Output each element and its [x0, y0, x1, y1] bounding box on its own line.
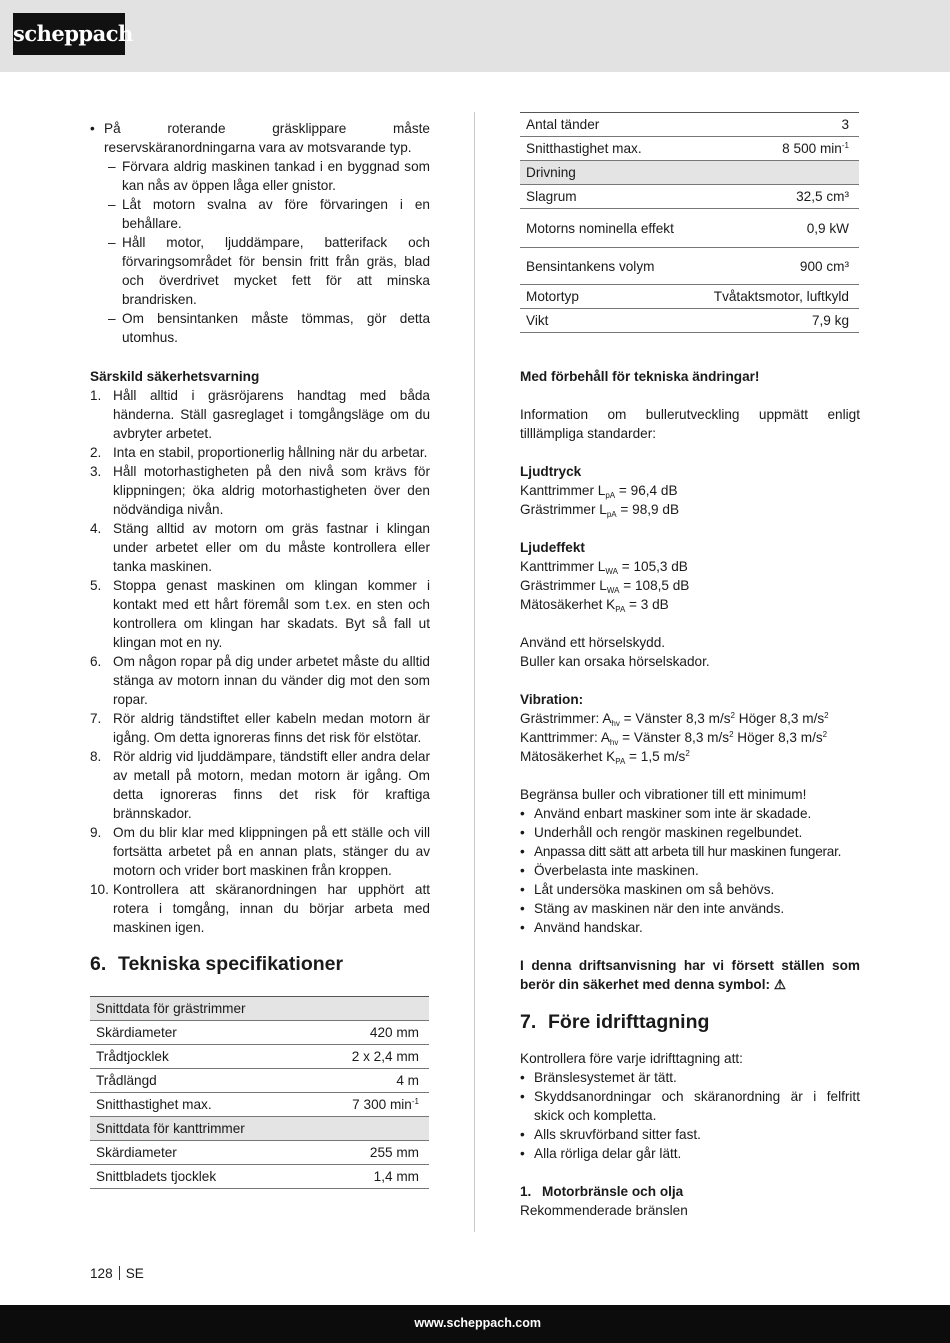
sound-pressure-title: Ljudtryck	[520, 464, 582, 479]
table-row: Trådtjocklek 2 x 2,4 mm	[90, 1045, 429, 1069]
list-item: 6. Om någon ropar på dig under arbetet måste du alltid stänga av motorn innan du vänder dig mot den som ropar.	[90, 654, 430, 707]
sound-pressure-line: Grästrimmer $L_{pA} = 98,9$ dB	[520, 502, 680, 519]
list-item: • Överbelasta inte maskinen.	[520, 861, 860, 880]
section-7-heading: 7. Före idrifttagning	[520, 1011, 710, 1033]
table-row: Antal tänder 3	[520, 113, 859, 137]
list-item: • Bränslesystemet är tätt.	[520, 1068, 860, 1087]
list-item: • Använd enbart maskiner som inte är skadade.	[520, 804, 860, 823]
intro-bullet: • På roterande gräsklippare måste reservskäranordningarna vara av motsvarande typ.	[90, 119, 430, 157]
list-item: 1. Håll alltid i gräsröjarens handtag med båda händerna. Ställ gasreglaget i tomgångsläge om du avbryter arbetet.	[90, 388, 430, 441]
list-item: • Använd handskar.	[520, 918, 860, 937]
safety-list	[90, 386, 430, 937]
reservation-note: Med förbehåll för tekniska ändringar!	[520, 369, 760, 384]
sound-power-line: Mätosäkerhet $K_{PA} = 3$ dB	[520, 597, 669, 614]
table-row: Slagrum 32,5 cm³	[520, 185, 859, 209]
sound-power-line: Kanttrimmer $L_{WA} = 105,3$ dB	[520, 559, 688, 576]
table-row: Vikt 7,9 kg	[520, 309, 859, 333]
section-6-heading: 6. Tekniska specifikationer	[90, 953, 344, 975]
storage-dash-item: – Förvara aldrig maskinen tankad i en byggnad som kan nås av öppen låga eller gnistor.	[90, 157, 430, 195]
hearing-note: Buller kan orsaka hörselskador.	[520, 654, 710, 669]
check-intro: Kontrollera före varje idrifttagning att:	[520, 1051, 743, 1066]
table-row: Snitthastighet max. 7 300 $\min^{-1}$	[90, 1093, 429, 1117]
storage-dash-item: – Håll motor, ljuddämpare, batterifack och förvaringsområdet för bensin fritt från gräs, blad och överdrivet mycket fett för att minska brandrisken.	[90, 233, 430, 309]
hearing-note: Använd ett hörselskydd.	[520, 635, 666, 650]
table-row: Snittbladets tjocklek 1,4 mm	[90, 1165, 429, 1189]
right-column	[520, 112, 860, 1220]
list-item: • Anpassa ditt sätt att arbeta till hur maskinen fungerar.	[520, 842, 860, 861]
storage-dash-item: – Låt motorn svalna av före förvaringen i en behållare.	[90, 195, 430, 233]
list-item: 7. Rör aldrig tändstiftet eller kabeln medan motorn är igång. Om detta ignoreras finns det risk för elstötar.	[90, 711, 430, 745]
scheppach-logo: scheppach	[13, 13, 125, 55]
page-number: 128 SE	[90, 1266, 144, 1281]
website-link[interactable]: www.scheppach.com	[414, 1316, 541, 1330]
list-item: 2. Inta en stabil, proportionerlig hållning när du arbetar.	[90, 445, 428, 460]
left-column	[90, 119, 430, 1189]
safety-symbol-note: I denna driftsanvisning har vi försett ställen som berör din säkerhet med denna symbol: ⚠	[520, 958, 860, 992]
vibration-title: Vibration:	[520, 692, 584, 707]
table-row: Skärdiameter 420 mm	[90, 1021, 429, 1045]
spec-table-right	[520, 112, 859, 333]
list-item: • Alla rörliga delar går lätt.	[520, 1144, 860, 1163]
list-item: 8. Rör aldrig vid ljuddämpare, tändstift eller andra delar av metall på motorn, medan motorn är igång. Om detta ignoreras finns det risk för kraftiga brännskador.	[90, 749, 430, 821]
list-item: • Alls skruvförband sitter fast.	[520, 1125, 860, 1144]
warning-title: Särskild säkerhetsvarning	[90, 369, 260, 384]
vibration-line: Grästrimmer: $A_{hv}$ = Vänster 8,3 $m/s^2$ Höger 8,3 $m/s^2$	[520, 711, 829, 728]
table-row: Snittdata för grästrimmer	[90, 997, 429, 1021]
limit-intro: Begränsa buller och vibrationer till ett minimum!	[520, 787, 807, 802]
table-row: Snittdata för kanttrimmer	[90, 1117, 429, 1141]
storage-dash-item: – Om bensintanken måste tömmas, gör detta utomhus.	[90, 309, 430, 347]
sound-pressure-line: Kanttrimmer $L_{pA} = 96,4$ dB	[520, 483, 678, 500]
list-item: • Stäng av maskinen när den inte används.	[520, 899, 860, 918]
table-row: Trådlängd 4 m	[90, 1069, 429, 1093]
page-footer	[0, 1305, 950, 1343]
list-item: 4. Stäng alltid av motorn om gräs fastnar i klingan under arbetet eller om du måste kontrollera eller tanka maskinen.	[90, 521, 430, 574]
list-item: 5. Stoppa genast maskinen om klingan kommer i kontakt med ett hårt föremål som t.ex. en sten och kontrollera om klingan har skadats. Byt så fall ut klingan mot en ny.	[90, 578, 430, 650]
table-row: Drivning	[520, 161, 859, 185]
spec-table-left	[90, 996, 429, 1189]
vibration-line: Kanttrimmer: $A_{hv}$ = Vänster 8,3 $m/s^2$ Höger 8,3 $m/s^2$	[520, 730, 828, 747]
column-divider	[474, 112, 475, 1232]
subsection-text: Rekommenderade bränslen	[520, 1203, 688, 1218]
list-item: • Låt undersöka maskinen om så behövs.	[520, 880, 860, 899]
table-row: Snitthastighet max. 8 500 $\min^{-1}$	[520, 137, 859, 161]
sound-power-line: Grästrimmer $L_{WA} = 108,5$ dB	[520, 578, 690, 595]
list-item: 3. Håll motorhastigheten på den nivå som krävs för klippningen; öka aldrig motorhastigheten över den nödvändiga nivån.	[90, 464, 430, 517]
subsection-heading: 1. Motorbränsle och olja	[520, 1184, 684, 1199]
sound-power-title: Ljudeffekt	[520, 540, 585, 555]
list-item: • Underhåll och rengör maskinen regelbundet.	[520, 823, 860, 842]
table-row: Motorns nominella effekt 0,9 kW	[520, 209, 859, 248]
list-item: • Skyddsanordningar och skäranordning är i felfritt skick och kompletta.	[520, 1087, 860, 1125]
table-row: Bensintankens volym 900 cm³	[520, 248, 859, 285]
noise-info: Information om bullerutveckling uppmätt enligt tilllämpliga standarder:	[520, 407, 860, 441]
list-item: 9. Om du blir klar med klippningen på ett ställe och vill fortsätta arbetet på en annan plats, stänger du av motorn och vrider bort maskinen från kroppen.	[90, 825, 430, 878]
page-header	[0, 0, 950, 72]
vibration-line: Mätosäkerhet $K_{PA} = 1,5$ $m/s^2$	[520, 749, 690, 766]
list-item: 10. Kontrollera att skäranordningen har upphört att rotera i tomgång, innan du börjar arbeta med maskinen igen.	[90, 882, 430, 935]
table-row: Skärdiameter 255 mm	[90, 1141, 429, 1165]
table-row: Motortyp Tvåtaktsmotor, luftkyld	[520, 285, 859, 309]
